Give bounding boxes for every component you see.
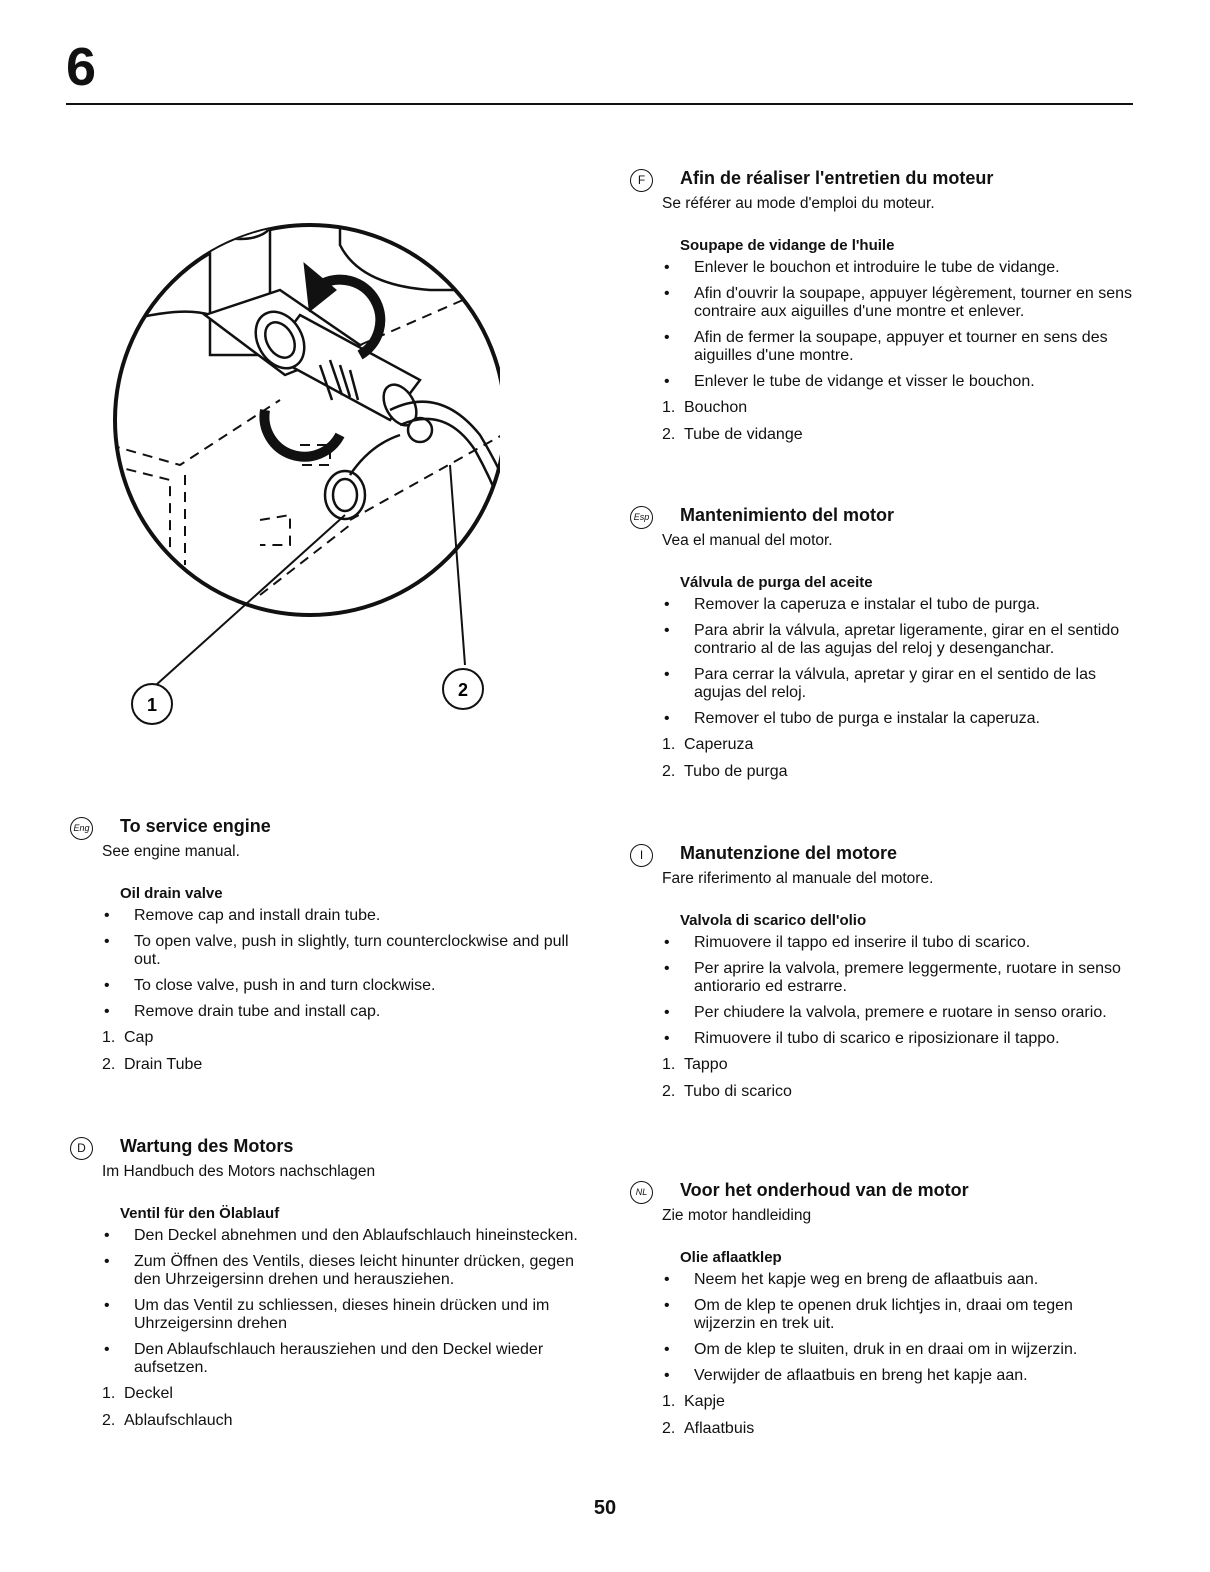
section-intro: Se référer au mode d'emploi du moteur. xyxy=(662,195,935,212)
header-rule xyxy=(66,103,1133,105)
oil-drain-valve-illustration xyxy=(100,195,500,745)
svg-text:1: 1 xyxy=(146,695,158,715)
bullet-item: • Remove cap and install drain tube. xyxy=(70,907,590,925)
bullet-item: • Enlever le bouchon et introduire le tube de vidange. xyxy=(630,259,1135,277)
section-title: Wartung des Motors xyxy=(120,1136,294,1156)
section-intro: Fare riferimento al manuale del motore. xyxy=(662,870,934,887)
bullet-item: • Afin de fermer la soupape, appuyer et tourner en sens des aiguilles d'une montre. xyxy=(630,329,1135,365)
bullet-item: • Rimuovere il tappo ed inserire il tubo di scarico. xyxy=(630,934,1135,952)
chapter-number: 6 xyxy=(66,37,96,97)
language-badge-french: F xyxy=(630,169,653,192)
subsection-title: Válvula de purga del aceite xyxy=(680,574,873,591)
language-badge-dutch: NL xyxy=(630,1181,653,1204)
numbered-item: 1. Cap xyxy=(102,1029,154,1046)
language-badge-italian: I xyxy=(630,844,653,867)
numbered-item: 1. Caperuza xyxy=(662,736,754,753)
subsection-title: Soupape de vidange de l'huile xyxy=(680,237,895,254)
numbered-item: 1. Tappo xyxy=(662,1056,728,1073)
section-italian xyxy=(630,843,1135,1110)
section-title: To service engine xyxy=(120,816,271,836)
bullet-item: • Per chiudere la valvola, premere e ruotare in senso orario. xyxy=(630,1004,1135,1022)
section-intro: Vea el manual del motor. xyxy=(662,532,833,549)
callout-1 xyxy=(132,684,172,724)
section-title: Manutenzione del motore xyxy=(680,843,898,863)
svg-text:2: 2 xyxy=(457,680,469,700)
bullet-item: • Remove drain tube and install cap. xyxy=(70,1003,590,1021)
bullet-item: • Remover el tubo de purga e instalar la caperuza. xyxy=(630,710,1135,728)
bullet-item: • Remover la caperuza e instalar el tubo de purga. xyxy=(630,596,1135,614)
numbered-item: 1. Deckel xyxy=(102,1385,173,1402)
section-title: Mantenimiento del motor xyxy=(680,505,895,525)
section-intro: Zie motor handleiding xyxy=(662,1207,812,1224)
bullet-item: • Rimuovere il tubo di scarico e riposizionare il tappo. xyxy=(630,1030,1135,1048)
page-number: 50 xyxy=(593,1497,617,1519)
section-intro: Im Handbuch des Motors nachschlagen xyxy=(102,1163,376,1180)
bullet-item: • Den Ablaufschlauch herausziehen und den Deckel wieder aufsetzen. xyxy=(70,1341,590,1377)
bullet-item: • Verwijder de aflaatbuis en breng het kapje aan. xyxy=(630,1367,1135,1385)
subsection-title: Valvola di scarico dell'olio xyxy=(680,912,867,929)
bullet-item: • Per aprire la valvola, premere leggermente, ruotare in senso antiorario ed estrarre. xyxy=(630,960,1135,996)
bullet-item: • Om de klep te openen druk lichtjes in, draai om tegen wijzerzin en trek uit. xyxy=(630,1297,1135,1333)
bullet-item: • Den Deckel abnehmen und den Ablaufschlauch hineinstecken. xyxy=(70,1227,590,1245)
section-title: Afin de réaliser l'entretien du moteur xyxy=(680,168,994,188)
section-dutch xyxy=(630,1180,1135,1447)
language-badge-english: Eng xyxy=(70,817,93,840)
numbered-item: 1. Kapje xyxy=(662,1393,725,1410)
section-spanish xyxy=(630,505,1135,790)
bullet-item: • Zum Öffnen des Ventils, dieses leicht hinunter drücken, gegen den Uhrzeigersinn drehen und herausziehen. xyxy=(70,1253,590,1289)
bullet-item: • To close valve, push in and turn clockwise. xyxy=(70,977,590,995)
section-english xyxy=(70,816,590,1083)
section-german xyxy=(70,1136,590,1439)
subsection-title: Oil drain valve xyxy=(120,885,223,902)
bullet-item: • Enlever le tube de vidange et visser le bouchon. xyxy=(630,373,1135,391)
language-badge-spanish: Esp xyxy=(630,506,653,529)
subsection-title: Olie aflaatklep xyxy=(680,1249,782,1266)
callout-2 xyxy=(443,669,483,709)
bullet-item: • Om de klep te sluiten, druk in en draai om in wijzerzin. xyxy=(630,1341,1135,1359)
bullet-item: • Afin d'ouvrir la soupape, appuyer légèrement, tourner en sens contraire aux aiguilles d'une montre et enlever. xyxy=(630,285,1135,321)
numbered-item: 1. Bouchon xyxy=(662,399,748,416)
bullet-item: • Neem het kapje weg en breng de aflaatbuis aan. xyxy=(630,1271,1135,1289)
subsection-title: Ventil für den Ölablauf xyxy=(120,1205,280,1222)
section-french xyxy=(630,168,1135,453)
section-title: Voor het onderhoud van de motor xyxy=(680,1180,969,1200)
language-badge-german: D xyxy=(70,1137,93,1160)
bullet-item: • Para cerrar la válvula, apretar y girar en el sentido de las agujas del reloj. xyxy=(630,666,1135,702)
numbered-item: 2. Tubo de purga xyxy=(662,763,788,780)
numbered-item: 2. Tube de vidange xyxy=(662,426,803,443)
section-intro: See engine manual. xyxy=(102,843,240,860)
numbered-item: 2. Ablaufschlauch xyxy=(102,1412,233,1429)
bullet-item: • To open valve, push in slightly, turn counterclockwise and pull out. xyxy=(70,933,590,969)
numbered-item: 2. Aflaatbuis xyxy=(662,1420,755,1437)
bullet-item: • Um das Ventil zu schliessen, dieses hinein drücken und im Uhrzeigersinn drehen xyxy=(70,1297,590,1333)
bullet-item: • Para abrir la válvula, apretar ligeramente, girar en el sentido contrario al de las agujas del reloj y desenganchar. xyxy=(630,622,1135,658)
numbered-item: 2. Tubo di scarico xyxy=(662,1083,792,1100)
numbered-item: 2. Drain Tube xyxy=(102,1056,203,1073)
